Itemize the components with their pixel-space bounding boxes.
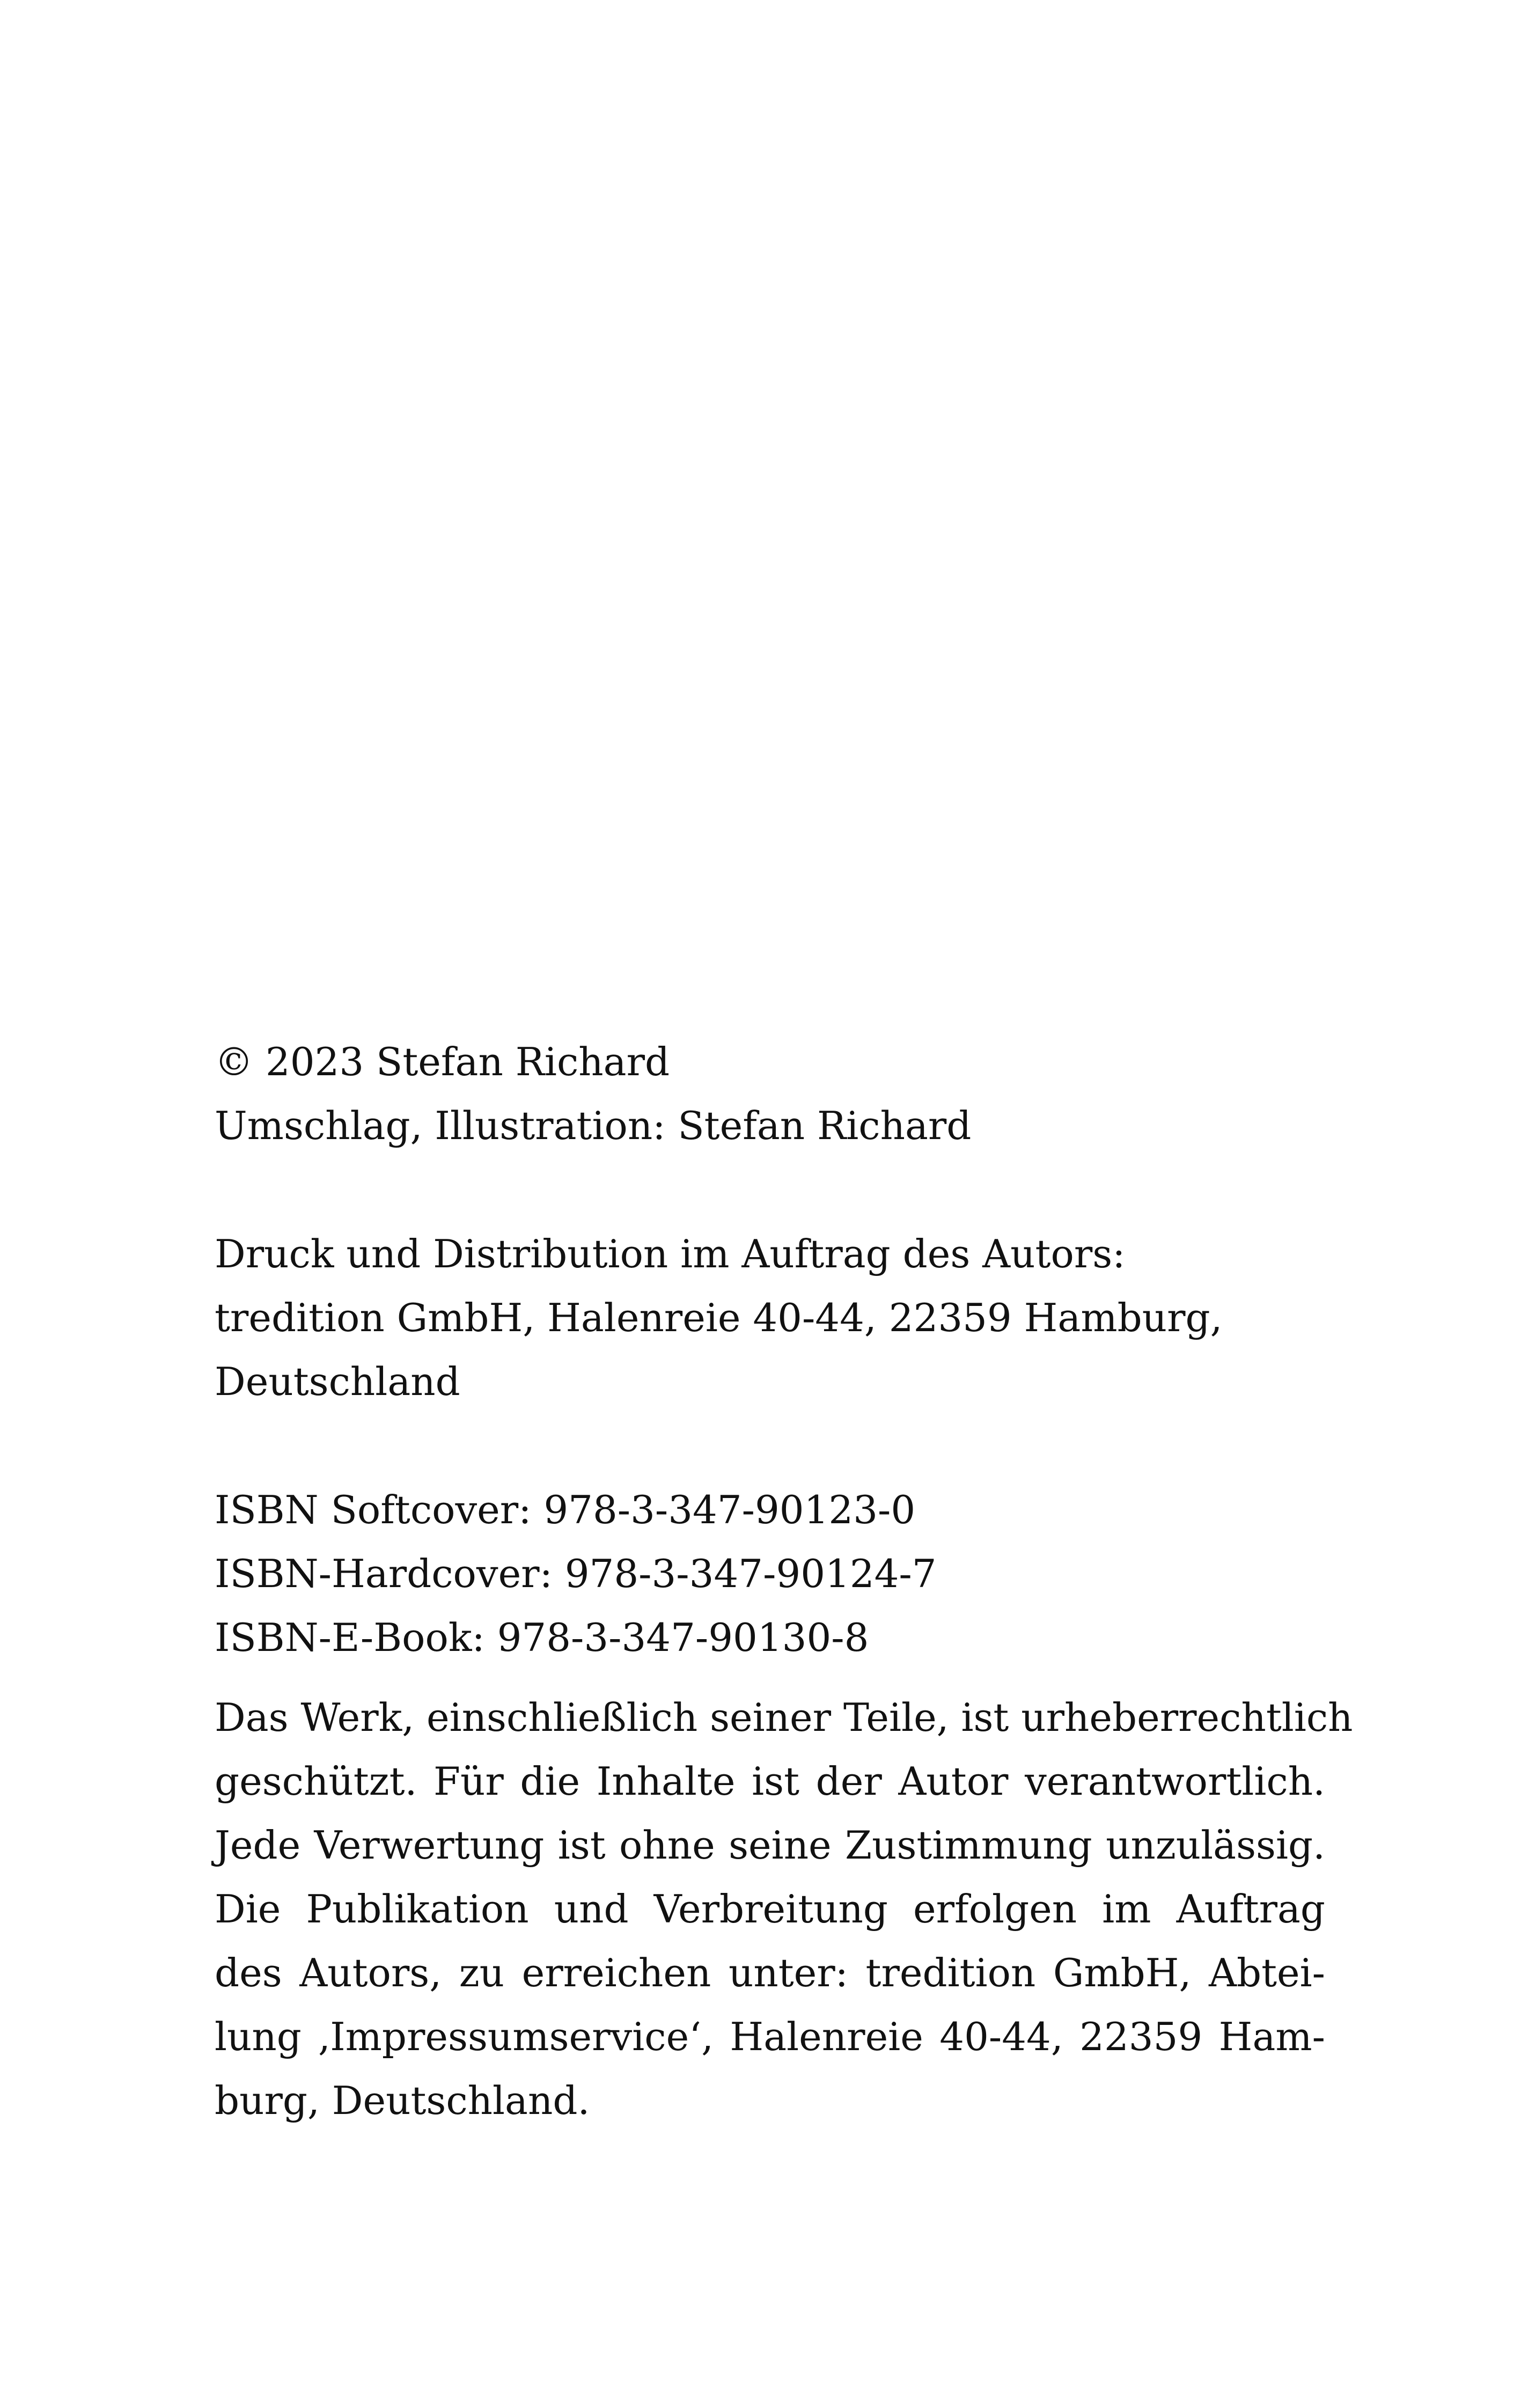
distribution-line: Druck und Distribution im Auftrag des Autors: xyxy=(215,1231,1126,1276)
legal-notice-line: lung ‚Impressumservice‘, Halenreie 40-44, 22359 Ham- xyxy=(215,2014,1325,2059)
imprint-text xyxy=(215,1030,1353,2133)
isbn-ebook: ISBN-E-Book: 978-3-347-90130-8 xyxy=(215,1615,869,1660)
isbn-hardcover: ISBN-Hardcover: 978-3-347-90124-7 xyxy=(215,1551,937,1596)
legal-notice-line: burg, Deutschland. xyxy=(215,2078,590,2123)
legal-notice-line: Das Werk, einschließlich seiner Teile, ist urheberrechtlich xyxy=(215,1695,1353,1740)
publisher-address-line: tredition GmbH, Halenreie 40-44, 22359 Hamburg, xyxy=(215,1295,1223,1340)
legal-notice-line: geschützt. Für die Inhalte ist der Autor verantwortlich. xyxy=(215,1759,1325,1804)
isbn-softcover: ISBN Softcover: 978-3-347-90123-0 xyxy=(215,1487,916,1532)
legal-notice-line: Jede Verwertung ist ohne seine Zustimmung unzulässig. xyxy=(215,1823,1325,1868)
spacer xyxy=(215,1670,1325,1686)
legal-notice-line: Die Publikation und Verbreitung erfolgen im Auftrag xyxy=(215,1886,1325,1932)
distribution-block xyxy=(215,1222,1325,1414)
legal-notice-line: des Autors, zu erreichen unter: tredition GmbH, Abtei- xyxy=(215,1950,1325,1995)
publisher-country-line: Deutschland xyxy=(215,1359,460,1404)
spacer xyxy=(215,1414,1325,1478)
isbn-block xyxy=(215,1478,1325,1670)
copyright-line: © 2023 Stefan Richard xyxy=(215,1039,670,1084)
legal-notice xyxy=(215,1686,1353,2133)
spacer xyxy=(215,1158,1325,1222)
copyright-block xyxy=(215,1030,1325,1158)
cover-illustration-credit: Umschlag, Illustration: Stefan Richard xyxy=(215,1103,972,1148)
